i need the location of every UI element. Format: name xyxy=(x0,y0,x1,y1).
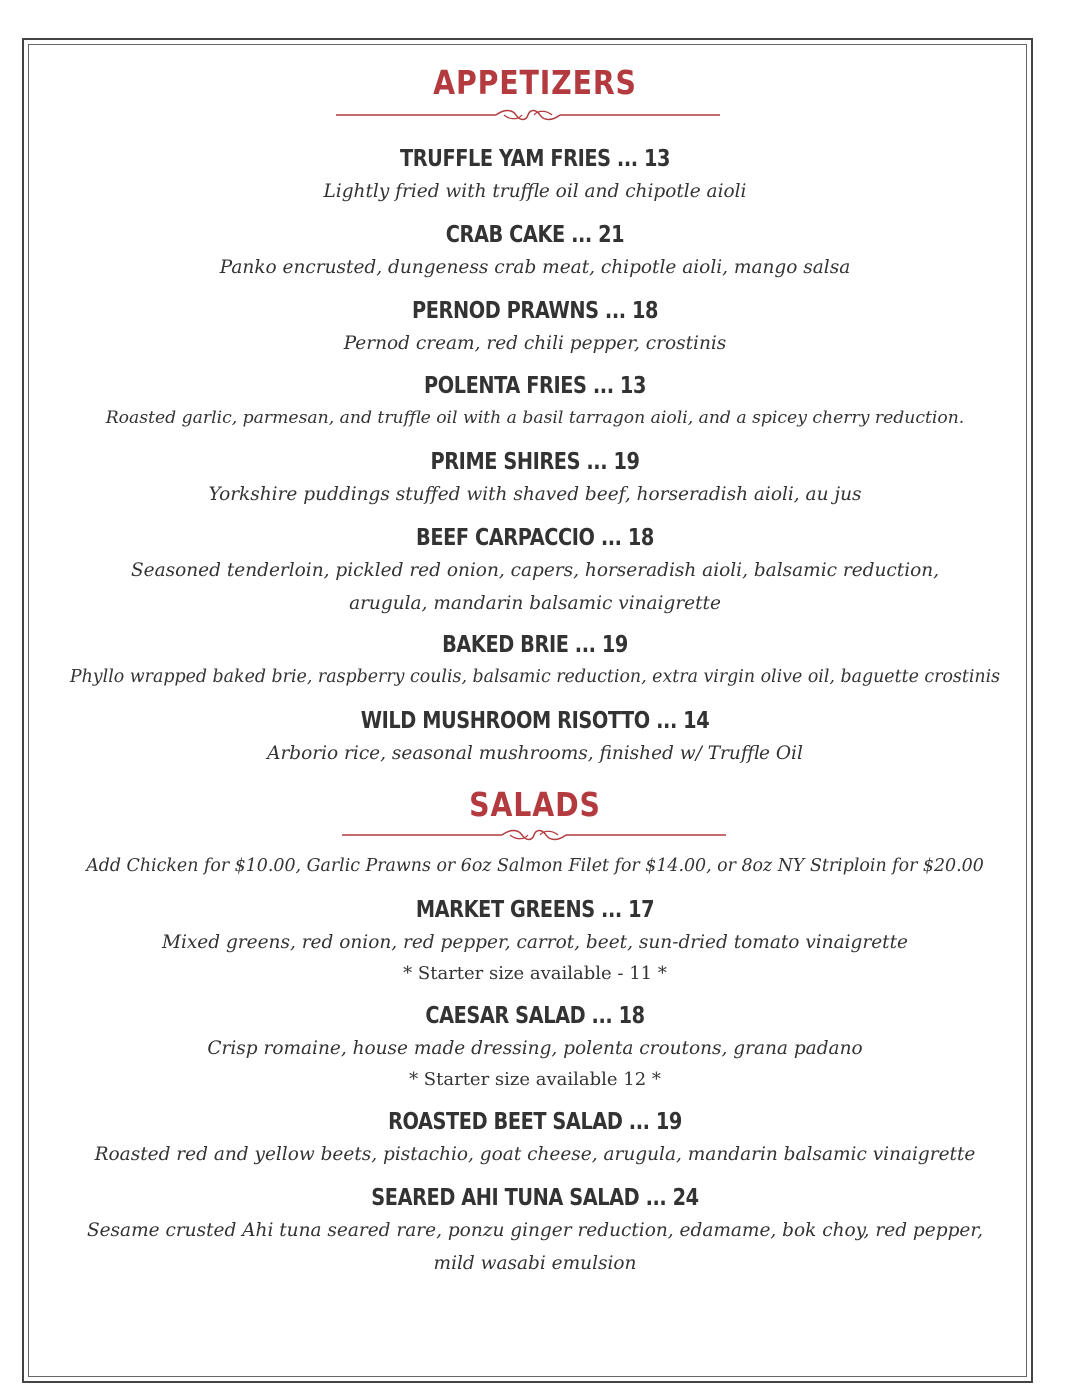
menu-item-name: PRIME SHIRES ... 19 xyxy=(430,449,640,475)
appetizers-divider-ornament xyxy=(336,107,720,123)
menu-item-name: BAKED BRIE ... 19 xyxy=(442,632,628,658)
starter-size-note: * Starter size available - 11 * xyxy=(403,963,667,984)
menu-item-description: Panko encrusted, dungeness crab meat, chipotle aioli, mango salsa xyxy=(219,257,851,278)
menu-item-description: Pernod cream, red chili pepper, crostinis xyxy=(343,333,727,354)
salads-divider-ornament xyxy=(342,827,726,843)
starter-size-note: * Starter size available 12 * xyxy=(409,1069,661,1090)
menu-item-name: MARKET GREENS ... 17 xyxy=(415,897,655,923)
appetizers-heading: APPETIZERS xyxy=(433,63,637,102)
menu-item-name: BEEF CARPACCIO ... 18 xyxy=(416,525,654,551)
menu-item-description: Seasoned tenderloin, pickled red onion, capers, horseradish aioli, balsamic reduction, arugula, mandarin balsamic vinaigrette xyxy=(130,560,940,614)
menu-item-description: Roasted garlic, parmesan, and truffle oil with a basil tarragon aioli, and a spicey cherry reduction. xyxy=(105,408,965,428)
menu-item-name: PERNOD PRAWNS ... 18 xyxy=(411,298,659,324)
menu-item-name: TRUFFLE YAM FRIES ... 13 xyxy=(399,146,671,172)
menu-item-description: Lightly fried with truffle oil and chipotle aioli xyxy=(323,181,747,202)
menu-item-name: ROASTED BEET SALAD ... 19 xyxy=(388,1109,682,1135)
menu-item-description: Phyllo wrapped baked brie, raspberry coulis, balsamic reduction, extra virgin olive oil, baguette crostinis xyxy=(69,667,1001,687)
menu-item-description: Crisp romaine, house made dressing, polenta croutons, grana padano xyxy=(207,1038,863,1059)
menu-item-name: WILD MUSHROOM RISOTTO ... 14 xyxy=(360,708,710,734)
menu-item-name: POLENTA FRIES ... 13 xyxy=(424,373,646,399)
menu-item-name: CRAB CAKE ... 21 xyxy=(445,222,625,248)
salads-heading: SALADS xyxy=(469,785,601,824)
menu-item-description: Mixed greens, red onion, red pepper, carrot, beet, sun-dried tomato vinaigrette xyxy=(162,932,908,953)
menu-item-description: Yorkshire puddings stuffed with shaved beef, horseradish aioli, au jus xyxy=(208,484,862,505)
menu-item-description: Sesame crusted Ahi tuna seared rare, ponzu ginger reduction, edamame, bok choy, red pepper, mild wasabi emulsion xyxy=(86,1220,984,1274)
salads-add-protein-note: Add Chicken for $10.00, Garlic Prawns or 6oz Salmon Filet for $14.00, or 8oz NY Striploin for $20.00 xyxy=(86,856,984,876)
menu-item-description: Arborio rice, seasonal mushrooms, finished w/ Truffle Oil xyxy=(267,743,803,764)
menu-item-description: Roasted red and yellow beets, pistachio, goat cheese, arugula, mandarin balsamic vinaigrette xyxy=(94,1144,976,1165)
menu-item-name: CAESAR SALAD ... 18 xyxy=(425,1003,645,1029)
menu-item-name: SEARED AHI TUNA SALAD ... 24 xyxy=(371,1185,699,1211)
